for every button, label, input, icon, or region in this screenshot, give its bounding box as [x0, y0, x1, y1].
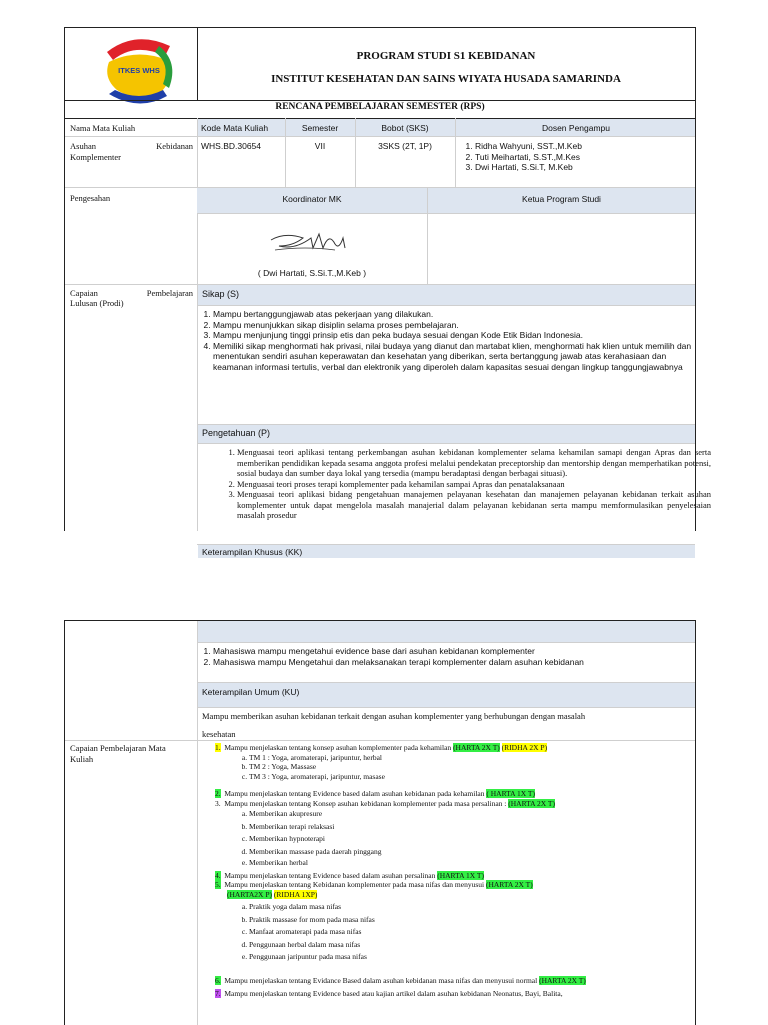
institute-name: INSTITUT KESEHATAN DAN SAINS WIYATA HUSADA SAMARINDA: [271, 73, 621, 85]
cpmk-number: 6.: [215, 975, 221, 985]
cpmk-subitem: a. Praktik yoga dalam masa nifas: [249, 901, 691, 914]
cpmk-text: Mampu menjelaskan tentang Konsep asuhan kebidanan komplementer pada masa persalinan :: [224, 798, 507, 808]
cpmk-tag: (HARTA 1X T): [437, 870, 484, 880]
cpmk-text: Mampu menjelaskan tentang Kebidanan komplementer pada masa nifas dan menyusui: [224, 880, 485, 889]
lecturer-item: 1. Ridha Wahyuni, SST.,M.Keb: [475, 141, 582, 152]
cpmk-item: [215, 789, 691, 799]
course-credits: 3SKS (2T, 1P): [378, 141, 432, 151]
signature: [265, 226, 355, 256]
kk-heading: Keterampilan Khusus (KK): [202, 547, 303, 557]
header-dosen: Dosen Pengampu: [541, 123, 611, 133]
kk-list: [201, 646, 701, 667]
cpmk-text: Mampu menjelaskan tentang Evidence based dalam asuhan persalinan: [224, 870, 436, 880]
ku-text-line1: Mampu memberikan asuhan kebidanan terkait dengan asuhan komplementer yang berhubungan dengan masalah: [202, 711, 586, 721]
header-kode-mk: Kode Mata Kuliah: [201, 123, 269, 133]
cpmk-subitem: b. TM 2 : Yoga, Massase: [249, 762, 691, 772]
course-code: WHS.BD.30654: [201, 141, 261, 151]
cpmk-item: [215, 976, 691, 986]
cpmk-subitem: d. Penggunaan herbal dalam masa nifas: [249, 939, 691, 952]
lecturer-list: [457, 141, 582, 173]
course-name-a: Asuhan: [70, 141, 96, 151]
cpmk-text: Mampu menjelaskan tentang Evidence based atau kajian artikel dalam asuhan kebidanan Neonatus, Bayi, Balita,: [224, 989, 563, 998]
document-page-2: [64, 620, 696, 1025]
cpmk-tag: (RIDHA 1XP): [273, 889, 318, 899]
cpmk-subitem: b. Praktik massase for mom pada masa nifas: [249, 914, 691, 927]
course-name-c: Komplementer: [70, 152, 121, 162]
header-nama-mk: Nama Mata Kuliah: [70, 123, 136, 133]
pengetahuan-list: [215, 447, 711, 521]
pengetahuan-item: 2. Menguasai teori proses terapi komplementer pada kehamilan sampai Apras dan penatalaksanaan: [237, 479, 711, 490]
pengetahuan-item: 1. Menguasai teori aplikasi tentang perkembangan asuhan kebidanan komplementer selama kehamilan samapi dengan Apras dan serta memberikan pendidikan kepada sesama anggota profesi melalui pendekatan preceptorship dan mentorship dengan memperhatikan potensi, sosial budaya dan sumber daya lokal yang tersedia (mampu beradaptasi dengan berbagai situasi).: [237, 447, 711, 479]
cpmk-text: Mampu menjelaskan tentang konsep asuhan komplementer pada kehamilan: [224, 743, 452, 752]
header-bobot: Bobot (SKS): [381, 123, 429, 133]
cpmk-subitem: c. Manfaat aromaterapi pada masa nifas: [249, 926, 691, 939]
cpmk-number: 7.: [215, 989, 221, 998]
cpmk-item: [215, 880, 691, 890]
cpmk-item: [215, 799, 691, 809]
cpmk-subitem: a. Memberikan akupresure: [249, 808, 691, 821]
sikap-heading: Sikap (S): [202, 289, 240, 299]
cpmk-label-b: Kuliah: [70, 754, 94, 764]
institution-logo: [95, 32, 185, 104]
signer-name: ( Dwi Hartati, S.Si.T.,M.Keb ): [257, 268, 367, 278]
cpmk-tag: (RIDHA 2X P): [501, 743, 548, 752]
cpmk-subitem: b. Memberikan terapi relaksasi: [249, 821, 691, 834]
pengetahuan-item: 3. Menguasai teori aplikasi bidang pengetahuan manajemen pelayanan kesehatan dan manajemen pelayanan kebidanan terkait asuhan komplementer untuk dapat mengelola masalah manajerial dalam pelayanan kebidanan serta mampu memformulasikan penyelesaian masalah prosedur: [237, 489, 711, 521]
cpmk-label-a: Capaian Pembelajaran Mata: [70, 743, 166, 753]
cpmk-number: 5.: [215, 880, 221, 889]
lecturer-item: 3. Dwi Hartati, S.Si.T, M.Keb: [475, 162, 582, 173]
document-page-1: [64, 27, 711, 557]
course-semester: VII: [314, 141, 326, 151]
cpmk-item: [215, 989, 691, 999]
sikap-item: 4. Memiliki sikap menghormati hak privasi, nilai budaya yang dianut dan martabat klien, menghormati hak klien untuk memilih dan menentukan sendiri asuhan keperawatan dan kesehatan yang diberikan, serta bertanggung jawab atas kerahasiaan dan keamanan informasi tertulis, verbal dan elektronik yang diperoleh dalam kapasitas sesuai dengan lingkup tanggungjawabnya: [213, 341, 701, 373]
cpmk-list: [215, 743, 691, 999]
cpl-label-b: Pembelajaran: [146, 288, 193, 298]
pengetahuan-heading: Pengetahuan (P): [202, 428, 271, 438]
kk-item: 2. Mahasiswa mampu Mengetahui dan melaksanakan terapi komplementer dalam asuhan kebidanan: [213, 657, 701, 668]
ketua-label: Ketua Program Studi: [522, 194, 601, 204]
sikap-item: 2. Mampu menunjukkan sikap disiplin selama proses pembelajaran.: [213, 320, 701, 331]
cpmk-tag: (HARTA 2X T): [539, 975, 586, 985]
cpmk-subitem: a. TM 1 : Yoga, aromaterapi, jaripuntur, herbal: [249, 753, 691, 763]
document-title: RENCANA PEMBELAJARAN SEMESTER (RPS): [275, 102, 485, 112]
cpmk-text: Mampu menjelaskan tentang Evidance Based dalam asuhan kebidanan masa nifas dan menyusui normal: [224, 975, 538, 985]
header-semester: Semester: [301, 123, 339, 133]
cpmk-text: Mampu menjelaskan tentang Evidence based dalam asuhan kebidanan pada kehamilan: [224, 789, 485, 798]
cpmk-number: 1.: [215, 743, 221, 752]
cpmk-tag: ( HARTA 1X T): [486, 789, 535, 798]
cpmk-subitem: d. Memberikan massase pada daerah pinggang: [249, 846, 691, 859]
cpl-label-c: Lulusan (Prodi): [70, 298, 124, 308]
cpl-label-a: Capaian: [70, 288, 98, 298]
cpmk-subitem: c. TM 3 : Yoga, aromaterapi, jaripuntur, masase: [249, 772, 691, 782]
cpmk-subitem: e. Penggunaan jaripuntur pada masa nifas: [249, 951, 691, 964]
sikap-list: [201, 309, 701, 372]
kk-item: 1. Mahasiswa mampu mengetahui evidence base dari asuhan kebidanan komplementer: [213, 646, 701, 657]
ku-text-line2: kesehatan: [202, 729, 236, 739]
logo-text: ITKES WHS: [118, 66, 160, 75]
cpmk-item: [215, 743, 691, 753]
course-name-b: Kebidanan: [156, 141, 193, 151]
cpmk-item-cont: [215, 890, 691, 900]
cpmk-item: [215, 871, 691, 881]
koordinator-label: Koordinator MK: [282, 194, 342, 204]
sikap-item: 3. Mampu menjunjung tinggi prinsip etis dan peka budaya sesuai dengan Kode Etik Bidan Indonesia.: [213, 330, 701, 341]
cpmk-number: 4.: [215, 870, 221, 880]
cpmk-subitem: e. Memberikan herbal: [249, 858, 691, 868]
cpmk-tag: (HARTA 2X T): [485, 880, 533, 889]
cpmk-tag: (HARTA 2X T): [453, 743, 500, 752]
cpmk-tag: (HARTA2X P): [227, 889, 272, 899]
lecturer-item: 2. Tuti Meihartati, S.ST.,M.Kes: [475, 152, 582, 163]
ku-heading: Keterampilan Umum (KU): [202, 687, 300, 697]
cpmk-subitem: c. Memberikan hypnoterapi: [249, 833, 691, 846]
program-title: PROGRAM STUDI S1 KEBIDANAN: [356, 50, 536, 62]
pengesahan-label: Pengesahan: [70, 193, 111, 203]
cpmk-number: 2.: [215, 789, 221, 798]
sikap-item: 1. Mampu bertanggungjawab atas pekerjaan yang dilakukan.: [213, 309, 701, 320]
cpmk-tag: (HARTA 2X T): [508, 798, 555, 808]
cpmk-number: 3.: [215, 798, 221, 808]
